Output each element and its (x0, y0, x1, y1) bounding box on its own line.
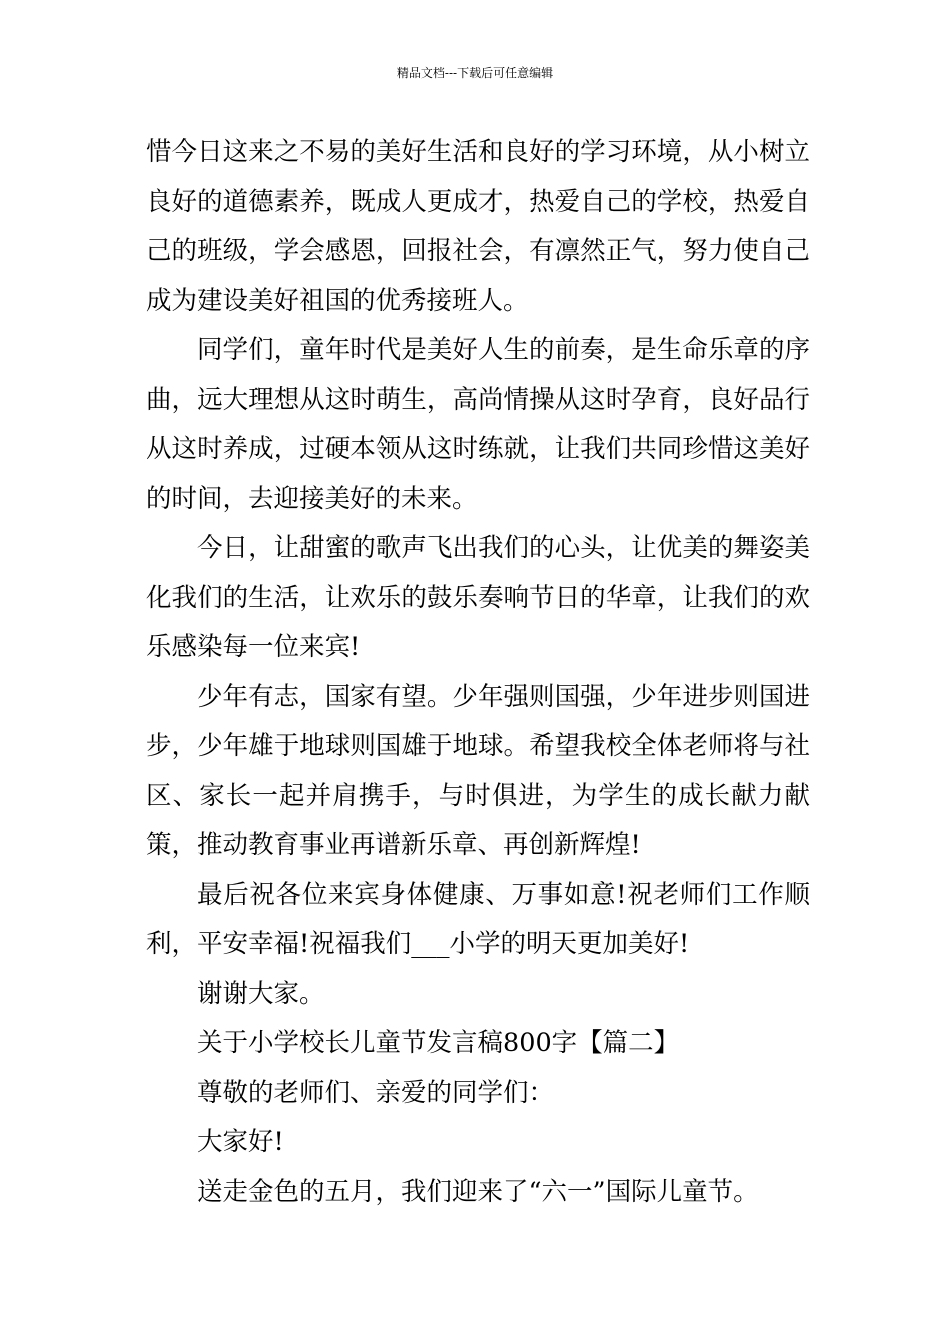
paragraph-youth: 少年有志，国家有望。少年强则国强，少年进步则国进步，少年雄于地球则国雄于地球。希望我校全体老师将与社区、家长一起并肩携手，与时俱进，为学生的成长献力献策，推动教育事业再谱新乐章、再创新辉煌! (146, 681, 810, 860)
paragraph-today: 今日，让甜蜜的歌声飞出我们的心头，让优美的舞姿美化我们的生活，让欢乐的鼓乐奏响节日的华章，让我们的欢乐感染每一位来宾! (146, 533, 810, 662)
paragraph-intro: 送走金色的五月，我们迎来了“六一”国际儿童节。 (197, 1176, 759, 1207)
document-body (146, 128, 810, 1217)
paragraph-childhood: 同学们，童年时代是美好人生的前奏，是生命乐章的序曲，远大理想从这时萌生，高尚情操从这时孕育，良好品行从这时养成，过硬本领从这时练就，让我们共同珍惜这美好的时间，去迎接美好的未来。 (146, 335, 810, 514)
greeting: 大家好! (197, 1127, 284, 1157)
section-title: 关于小学校长儿童节发言稿800字【篇二】 (197, 1028, 680, 1058)
page-header: 精品文档---下载后可任意编辑 (396, 66, 554, 80)
paragraph-wishes: 最后祝各位来宾身体健康、万事如意!祝老师们工作顺利，平安幸福!祝福我们___小学的明天更加美好! (146, 879, 810, 959)
paragraph-thanks: 谢谢大家。 (197, 978, 325, 1009)
paragraph-continuation: 惜今日这来之不易的美好生活和良好的学习环境，从小树立良好的道德素养，既成人更成才，热爱自己的学校，热爱自己的班级，学会感恩，回报社会，有凛然正气，努力使自己成为建设美好祖国的优秀接班人。 (146, 137, 810, 316)
salutation: 尊敬的老师们、亲爱的同学们： (197, 1077, 555, 1108)
